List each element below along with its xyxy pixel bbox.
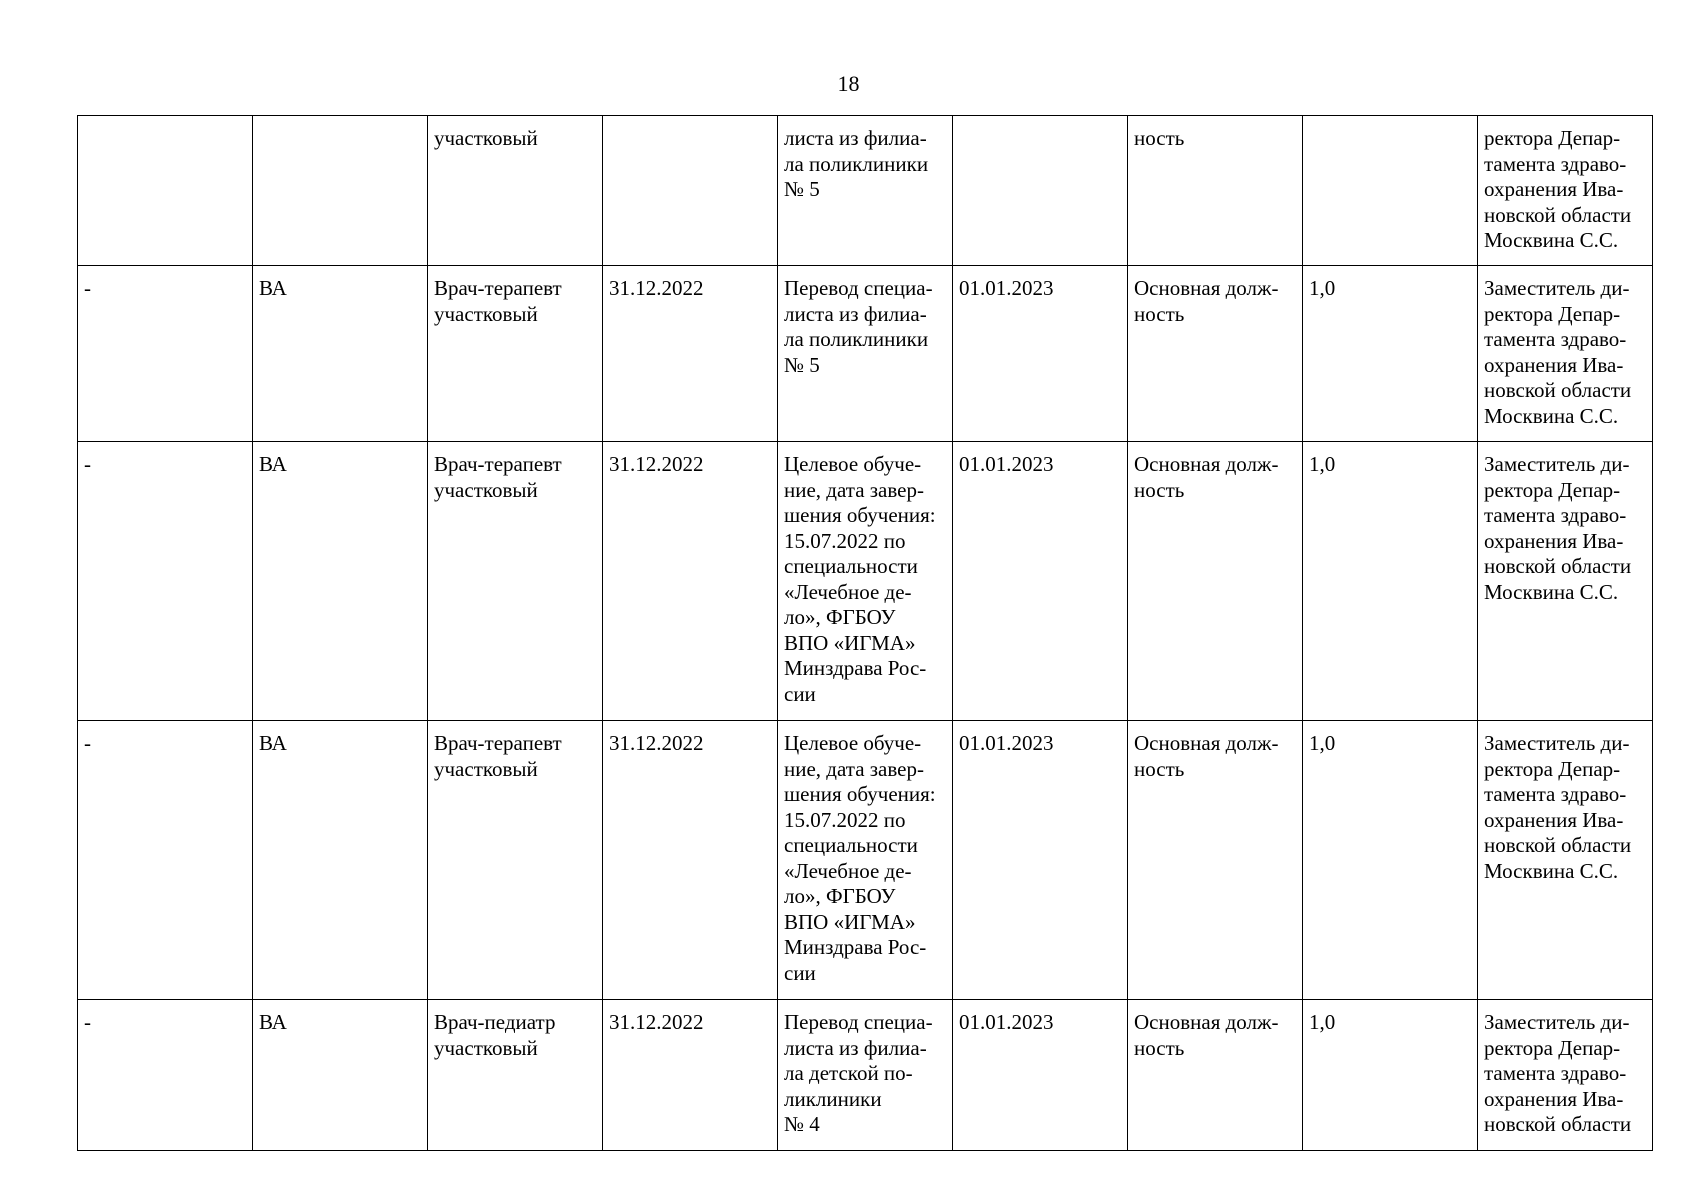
table-cell: ВА — [253, 442, 428, 721]
table-cell: 31.12.2022 — [603, 266, 778, 442]
table-cell: 01.01.2023 — [953, 721, 1128, 1000]
table-cell: - — [78, 721, 253, 1000]
table-cell: Врач-терапевт участковый — [428, 721, 603, 1000]
table-cell: Целевое обуче- ние, дата завер- шения обучения: 15.07.2022 по специальности «Лечебное де- ло», ФГБОУ ВПО «ИГМА» Минздрава Рос- сии — [778, 442, 953, 721]
table-cell: Врач-педиатр участковый — [428, 1000, 603, 1151]
table-cell: Основная долж- ность — [1128, 721, 1303, 1000]
table-cell: ВА — [253, 1000, 428, 1151]
table-row — [78, 116, 1653, 266]
table-cell: Основная долж- ность — [1128, 442, 1303, 721]
table-row — [78, 266, 1653, 442]
table-cell: 01.01.2023 — [953, 442, 1128, 721]
page-number: 18 — [837, 71, 860, 96]
table-cell: - — [78, 266, 253, 442]
table-cell: ВА — [253, 721, 428, 1000]
table-cell: 1,0 — [1303, 266, 1478, 442]
table-cell: - — [78, 442, 253, 721]
table-row — [78, 721, 1653, 1000]
table-cell: Заместитель ди- ректора Депар- тамента здраво- охранения Ива- новской области Москвина С.С. — [1478, 266, 1653, 442]
table-cell — [253, 116, 428, 266]
table-cell: Основная долж- ность — [1128, 266, 1303, 442]
table-cell: ность — [1128, 116, 1303, 266]
table-cell: 01.01.2023 — [953, 266, 1128, 442]
table-cell: Перевод специа- листа из филиа- ла поликлиники № 5 — [778, 266, 953, 442]
table-cell: Перевод специа- листа из филиа- ла детской по- ликлиники № 4 — [778, 1000, 953, 1151]
table-cell: Заместитель ди- ректора Депар- тамента здраво- охранения Ива- новской области Москвина С.С. — [1478, 442, 1653, 721]
table-cell: 1,0 — [1303, 1000, 1478, 1151]
table-cell: Врач-терапевт участковый — [428, 442, 603, 721]
table-cell: 31.12.2022 — [603, 1000, 778, 1151]
document-table — [77, 115, 1653, 1151]
table-cell: листа из филиа- ла поликлиники № 5 — [778, 116, 953, 266]
table-cell: Заместитель ди- ректора Депар- тамента здраво- охранения Ива- новской области Москвина С.С. — [1478, 721, 1653, 1000]
table-cell: Врач-терапевт участковый — [428, 266, 603, 442]
table-cell: 1,0 — [1303, 721, 1478, 1000]
table-cell — [603, 116, 778, 266]
table-cell: ректора Депар- тамента здраво- охранения Ива- новской области Москвина С.С. — [1478, 116, 1653, 266]
table-cell: Основная долж- ность — [1128, 1000, 1303, 1151]
table-cell — [1303, 116, 1478, 266]
table-cell: 1,0 — [1303, 442, 1478, 721]
table-cell: 31.12.2022 — [603, 721, 778, 1000]
table-cell — [78, 116, 253, 266]
table-cell: - — [78, 1000, 253, 1151]
table-cell: 31.12.2022 — [603, 442, 778, 721]
table-row — [78, 1000, 1653, 1151]
table-cell: ВА — [253, 266, 428, 442]
table-cell: 01.01.2023 — [953, 1000, 1128, 1151]
table-row — [78, 442, 1653, 721]
table-cell — [953, 116, 1128, 266]
table-cell: Заместитель ди- ректора Депар- тамента здраво- охранения Ива- новской области — [1478, 1000, 1653, 1151]
table-cell: Целевое обуче- ние, дата завер- шения обучения: 15.07.2022 по специальности «Лечебное де- ло», ФГБОУ ВПО «ИГМА» Минздрава Рос- сии — [778, 721, 953, 1000]
table-cell: участковый — [428, 116, 603, 266]
